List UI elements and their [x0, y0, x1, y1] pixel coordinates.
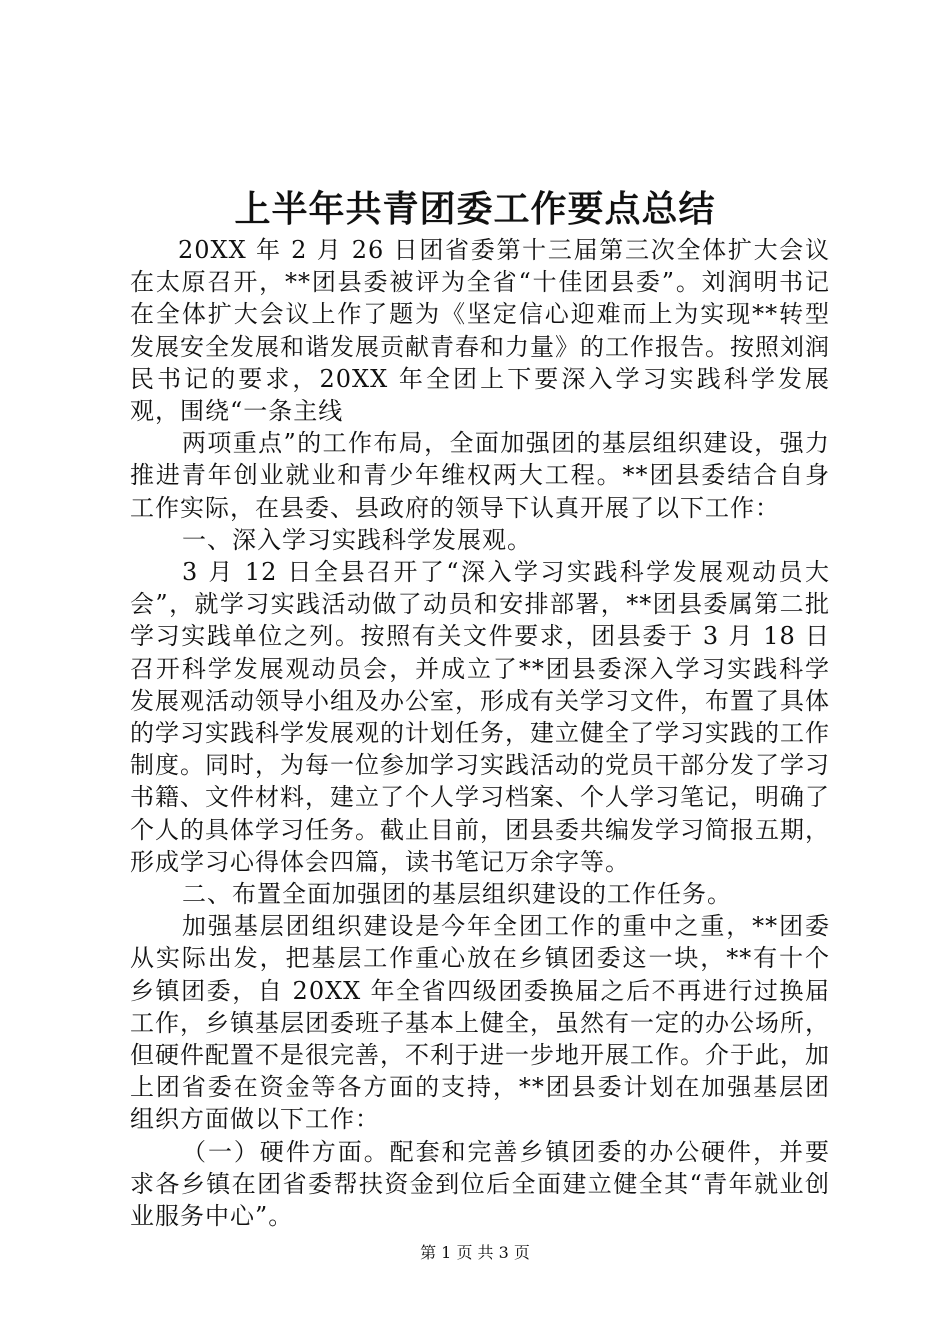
paragraph-1: 20XX 年 2 月 26 日团省委第十三届第三次全体扩大会议在太原召开，**团县委被评为全省“十佳团县委”。刘润明书记在全体扩大会议上作了题为《坚定信心迎难而上为实现**转型发展安全发展和谐发展贡献青春和力量》的工作报告。按照刘润民书记的要求，20XX 年全团上下要深入学习实践科学发展观，围绕“一条主线 — [130, 236, 830, 426]
section-heading-1: 一、深入学习实践科学发展观。 — [182, 525, 532, 554]
paragraph-3: 3 月 12 日全县召开了“深入学习实践科学发展观动员大会”，就学习实践活动做了动员和安排部署，**团县委属第二批学习实践单位之列。按照有关文件要求，团县委于 3 月 18 日召开科学发展观动员会，并成立了**团县委深入学习实践科学发展观活动领导小组及办公室，形成有关学习文件，布置了具体的学习实践科学发展观的计划任务，建立健全了学习实践的工作制度。同时，为每一位参加学习实践活动的党员干部分发了学习书籍、文件材料，建立了个人学习档案、个人学习笔记，明确了个人的具体学习任务。截止目前，团县委共编发学习简报五期，形成学习心得体会四篇，读书笔记万余字等。 — [130, 558, 830, 876]
paragraph-2: 两项重点”的工作布局，全面加强团的基层组织建设，强力推进青年创业就业和青少年维权两大工程。**团县委结合自身工作实际，在县委、县政府的领导下认真开展了以下工作： — [130, 429, 830, 522]
paragraph-4: 加强基层团组织建设是今年全团工作的重中之重，**团委从实际出发，把基层工作重心放在乡镇团委这一块，**有十个乡镇团委，自 20XX 年全省四级团委换届之后不再进行过换届工作，乡镇基层团委班子基本上健全，虽然有一定的办公场所，但硬件配置不是很完善，不利于进一步地开展工作。介于此，加上团省委在资金等各方面的支持，**团县委计划在加强基层团组织方面做以下工作： — [130, 912, 830, 1134]
paragraph-5: （一）硬件方面。配套和完善乡镇团委的办公硬件，并要求各乡镇在团省委帮扶资金到位后全面建立健全其“青年就业创业服务中心”。 — [130, 1137, 830, 1231]
page-footer: 第 1 页 共 3 页 — [420, 1243, 530, 1262]
document-body — [130, 234, 830, 1232]
section-heading-2: 二、布置全面加强团的基层组织建设的工作任务。 — [182, 880, 732, 909]
document-title: 上半年共青团委工作要点总结 — [234, 188, 716, 230]
